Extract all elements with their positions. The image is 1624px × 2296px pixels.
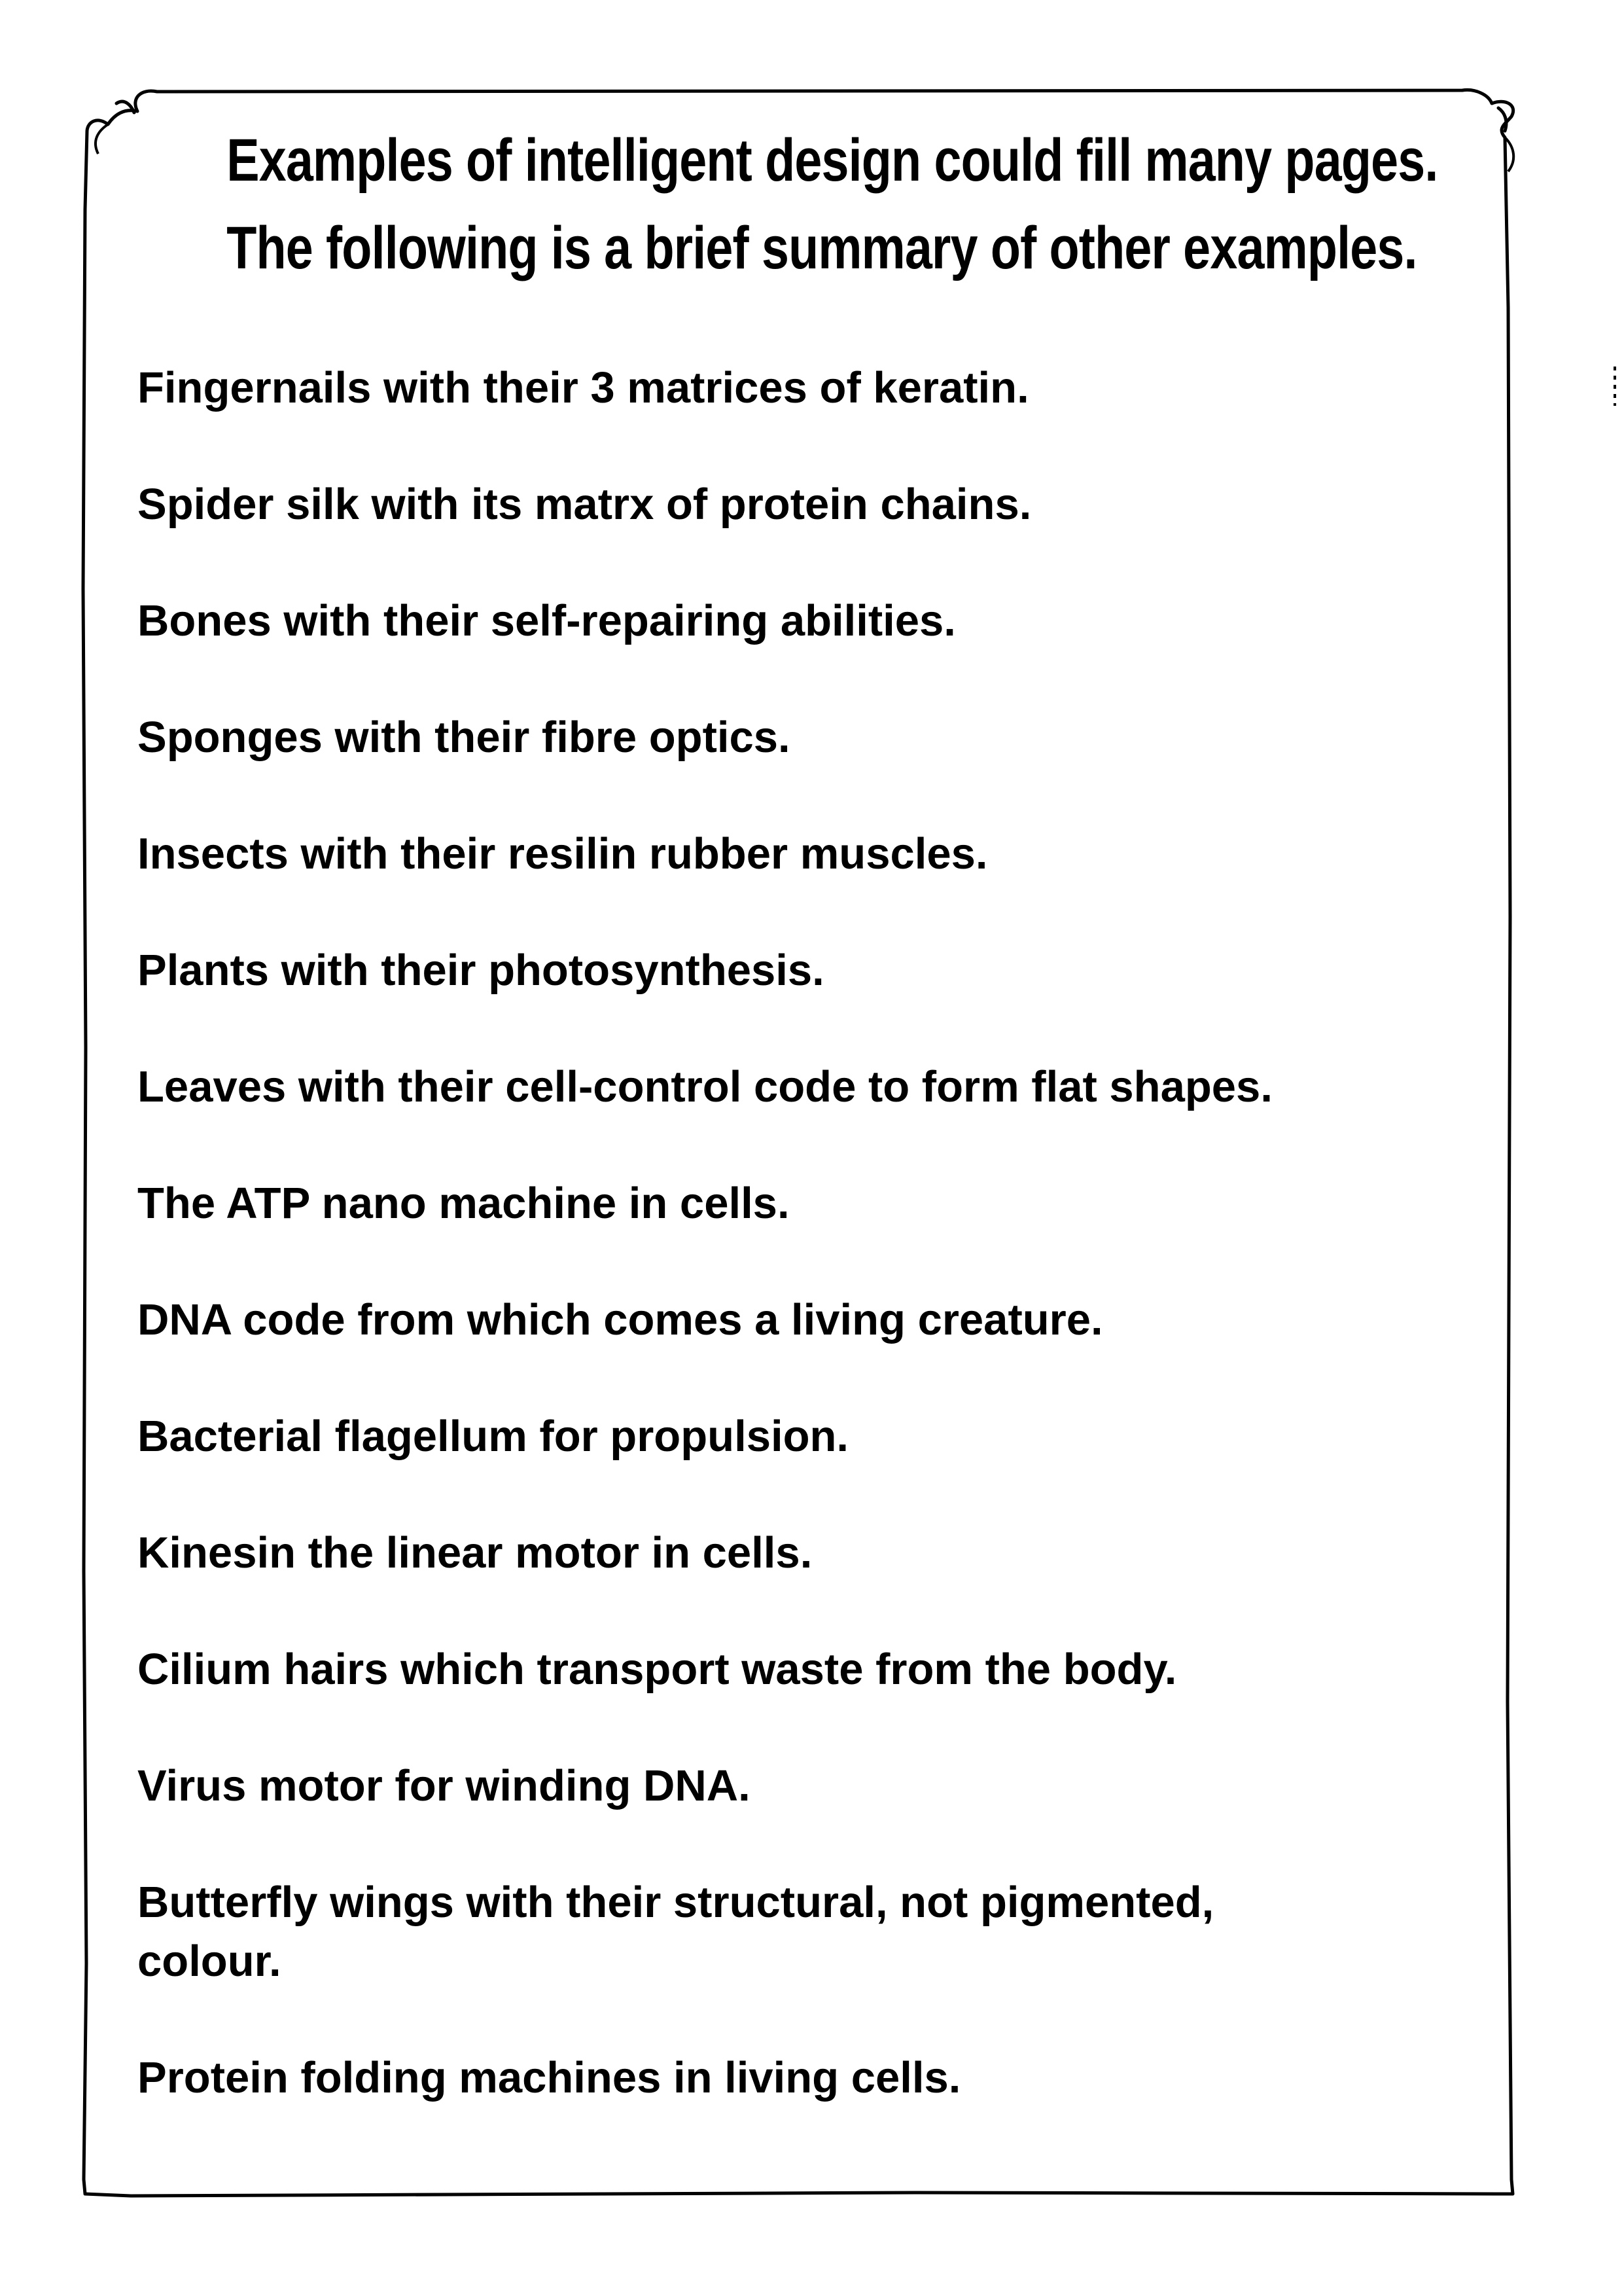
stray-mark: [1614, 367, 1616, 406]
list-item: Cilium hairs which transport waste from the body.: [137, 1645, 1177, 1694]
list-item: Plants with their photosynthesis.: [137, 946, 824, 995]
examples-list: [137, 359, 1511, 2165]
list-item: Insects with their resilin rubber muscles.: [137, 829, 988, 878]
list-item: Leaves with their cell-control code to form flat shapes.: [137, 1062, 1273, 1111]
list-item: Sponges with their fibre optics.: [137, 713, 790, 762]
list-item: Spider silk with its matrx of protein chains.: [137, 480, 1032, 529]
list-item: Protein folding machines in living cells.: [137, 2053, 961, 2102]
list-item: The ATP nano machine in cells.: [137, 1179, 790, 1228]
list-item: DNA code from which comes a living creature.: [137, 1295, 1103, 1344]
list-item-text: Butterfly wings with their structural, not pigmented, colour.: [137, 1878, 1214, 1986]
page-heading: [226, 117, 1438, 292]
list-item: Virus motor for winding DNA.: [137, 1761, 750, 1810]
heading-line-1: Examples of intelligent design could fill many pages.: [226, 127, 1438, 194]
list-item: Kinesin the linear motor in cells.: [137, 1528, 813, 1577]
list-item: [137, 1873, 1511, 2049]
heading-line-2: The following is a brief summary of other examples.: [226, 215, 1417, 281]
list-item: Bones with their self-repairing abilities.: [137, 596, 956, 645]
list-item: Fingernails with their 3 matrices of keratin.: [137, 363, 1029, 412]
scroll-curl-left: [96, 124, 108, 154]
list-item: Bacterial flagellum for propulsion.: [137, 1412, 849, 1461]
